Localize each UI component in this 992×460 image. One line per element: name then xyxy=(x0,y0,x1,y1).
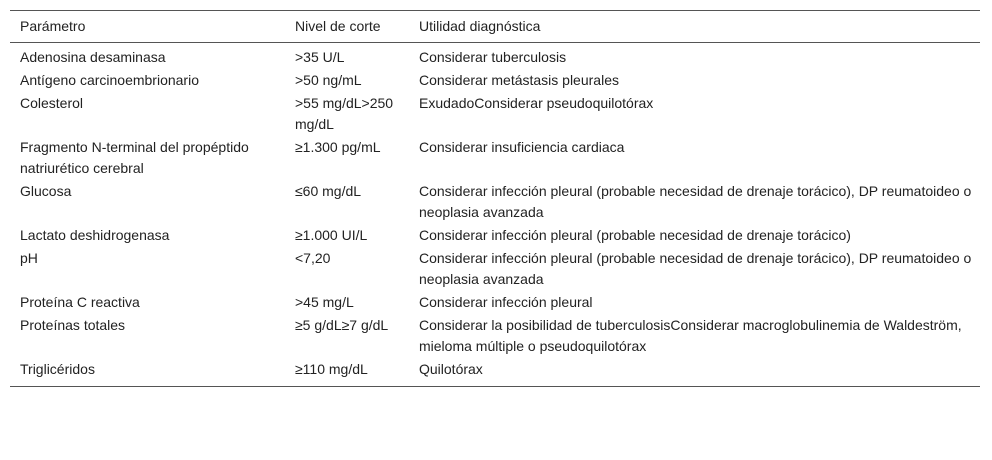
cell-parameter: pH xyxy=(20,250,38,266)
table-row xyxy=(10,180,980,224)
table-header-row xyxy=(10,11,980,43)
table-row xyxy=(10,358,980,387)
table-row xyxy=(10,136,980,180)
cell-cutoff: ≥1.300 pg/mL xyxy=(295,139,381,155)
table-row xyxy=(10,69,980,92)
cell-parameter: Proteínas totales xyxy=(20,317,126,333)
cell-cutoff: >45 mg/L xyxy=(295,294,354,310)
cell-parameter: Triglicéridos xyxy=(20,361,95,377)
cell-cutoff: ≥110 mg/dL xyxy=(295,361,368,377)
table-row xyxy=(10,314,980,358)
cell-cutoff: >35 U/L xyxy=(295,49,345,65)
cell-parameter: Fragmento N-terminal del propéptido natriurético cerebral xyxy=(20,139,249,176)
cell-cutoff: ≥1.000 UI/L xyxy=(295,227,368,243)
table-row xyxy=(10,247,980,291)
cell-utility: Considerar metástasis pleurales xyxy=(419,72,619,88)
cell-cutoff: >50 ng/mL xyxy=(295,72,362,88)
cell-utility: Considerar insuficiencia cardiaca xyxy=(419,139,625,155)
cell-parameter: Lactato deshidrogenasa xyxy=(20,227,170,243)
cell-utility: Considerar infección pleural (probable necesidad de drenaje torácico), DP reumatoideo o neoplasia avanzada xyxy=(419,183,972,220)
table-row xyxy=(10,224,980,247)
cell-utility: Considerar infección pleural (probable necesidad de drenaje torácico), DP reumatoideo o neoplasia avanzada xyxy=(419,250,972,287)
cell-utility: Quilotórax xyxy=(419,361,483,377)
cell-parameter: Proteína C reactiva xyxy=(20,294,140,310)
cell-parameter: Adenosina desaminasa xyxy=(20,49,166,65)
cell-parameter: Glucosa xyxy=(20,183,72,199)
cell-utility: Considerar infección pleural xyxy=(419,294,593,310)
table-row xyxy=(10,92,980,136)
cell-cutoff: ≤60 mg/dL xyxy=(295,183,362,199)
cell-utility: Considerar tuberculosis xyxy=(419,49,567,65)
diagnostic-table xyxy=(10,10,980,387)
table-row xyxy=(10,291,980,314)
header-nivel-de-corte: Nivel de corte xyxy=(295,18,381,34)
cell-cutoff: ≥5 g/dL≥7 g/dL xyxy=(295,317,389,333)
cell-parameter: Antígeno carcinoembrionario xyxy=(20,72,199,88)
header-utilidad-diagnostica: Utilidad diagnóstica xyxy=(419,18,541,34)
cell-utility: Considerar infección pleural (probable necesidad de drenaje torácico) xyxy=(419,227,851,243)
cell-parameter: Colesterol xyxy=(20,95,84,111)
cell-cutoff: >55 mg/dL>250 mg/dL xyxy=(295,95,394,132)
cell-cutoff: <7,20 xyxy=(295,250,331,266)
cell-utility: ExudadoConsiderar pseudoquilotórax xyxy=(419,95,654,111)
table-row xyxy=(10,43,980,70)
header-parametro: Parámetro xyxy=(20,18,86,34)
cell-utility: Considerar la posibilidad de tuberculosisConsiderar macroglobulinemia de Waldeström, mieloma múltiple o pseudoquilotórax xyxy=(419,317,962,354)
